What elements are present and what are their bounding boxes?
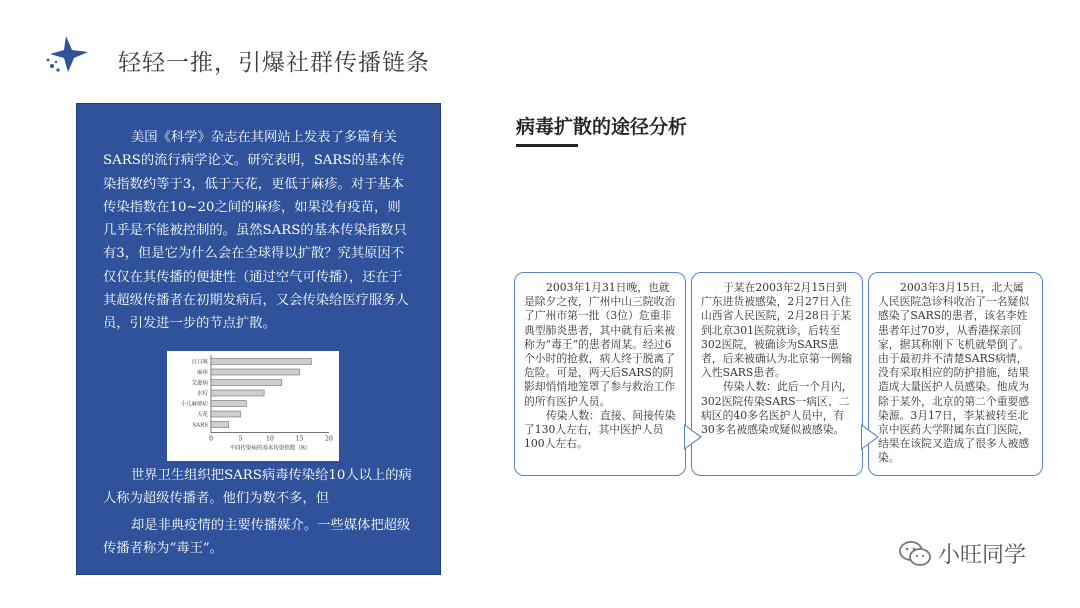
category-label: 水痘 — [196, 391, 208, 397]
slide-title: 轻轻一推，引爆社群传播链条 — [118, 50, 430, 76]
card-2-paragraph-1: 于某在2003年2月15日到广东进货被感染，2月27日入住山西省人民医院，2月28日于某到北京301医院就诊，后转至302医院，被确诊为SARS患者，后来被确认为北京第一例输入性SARS患者。 — [701, 281, 853, 380]
bar — [211, 411, 241, 417]
x-axis-label: 不同传染病的基本传染指数（R） — [229, 445, 311, 452]
x-tick-label: 5 — [238, 435, 243, 443]
bar — [211, 422, 229, 428]
watermark — [898, 538, 1026, 569]
title-underline — [516, 144, 578, 147]
bar — [211, 359, 311, 365]
section-title: 病毒扩散的途径分析 — [516, 116, 688, 138]
card-1-paragraph-2: 传染人数：直接、间接传染了130人左右，其中医护人员100人左右。 — [524, 408, 676, 451]
arrow-right-fill — [862, 426, 877, 448]
article-panel — [76, 103, 441, 575]
article-paragraph-3: 却是非典疫情的主要传播媒介。一些媒体把超级传播者称为“毒王”。 — [103, 518, 411, 557]
bar — [211, 369, 300, 375]
bar — [211, 380, 282, 386]
r0-bar-chart — [167, 351, 339, 461]
category-label: SARS — [192, 422, 208, 429]
article-paragraph-1: 美国《科学》杂志在其网站上发表了多篇有关SARS的流行病学论文。研究表明，SARS的基本传染指数约等于3，低于天花，更低于麻疹。对于基本传染指数在10~20之间的麻疹，如果没有疫苗，则几乎是不能被控制的。虽然SARS的基本传染指数只有3，但是它为什么会在全球得以扩散？究其原因不仅仅在其传播的便捷性（通过空气可传播），还在于其超级传播者在初期发病后，又会传染给医疗服务人员，引发进一步的节点扩散。 — [103, 130, 409, 332]
card-2-paragraph-2: 传染人数：此后一个月内，302医院传染SARS一病区、二病区的40多名医护人员中，有30多名被感染或疑似被感染。 — [701, 380, 853, 437]
watermark-text: 小旺同学 — [938, 543, 1027, 568]
card-3-paragraph-1: 2003年3月15日，北大属人民医院急诊科收治了一名疑似感染了SARS的患者，该名李姓患者年过70岁，从香港探亲回家，据其称刚下飞机就晕倒了。由于最初并不清楚SARS病情，没有采取相应的防护措施，结果造成大量医护人员感染。他成为除于某外，北京的第二个重要感染源。3月17日，李某被转至北京中医药大学附属东直门医院，结果在该院又造成了很多人被感染。 — [878, 281, 1030, 465]
bar — [211, 401, 246, 407]
case-card-guangzhou — [514, 272, 686, 476]
case-card-beijing-302 — [691, 272, 863, 476]
case-card-beijing-peking-u — [868, 272, 1043, 476]
category-label: 百日咳 — [191, 359, 208, 366]
x-tick-label: 10 — [266, 435, 274, 443]
arrow-right-fill — [685, 426, 700, 448]
category-label: 天花 — [196, 412, 208, 418]
x-tick-label: 0 — [209, 435, 213, 443]
x-tick-label: 20 — [325, 435, 333, 443]
category-label: 艾滋病 — [191, 380, 208, 387]
card-1-paragraph-1: 2003年1月31日晚，也就是除夕之夜，广州中山三院收治了广州市第一批（3位）危重非典型肺炎患者，其中就有后来被称为“毒王”的患者周某。经过6个小时的抢救，病人终于脱离了危险。可是，两天后SARS的阴影却悄悄地笼罩了参与救治工作的所有医护人员。 — [524, 281, 676, 408]
category-label: 麻疹 — [196, 370, 208, 376]
article-paragraph-2: 世界卫生组织把SARS病毒传染给10人以上的病人称为超级传播者。他们为数不多，但 — [103, 468, 412, 507]
x-tick-label: 15 — [295, 435, 304, 443]
wechat-icon — [898, 539, 932, 569]
category-label: 小儿麻痹症 — [180, 401, 208, 408]
bar — [211, 390, 264, 396]
bird-logo-icon — [44, 32, 90, 78]
